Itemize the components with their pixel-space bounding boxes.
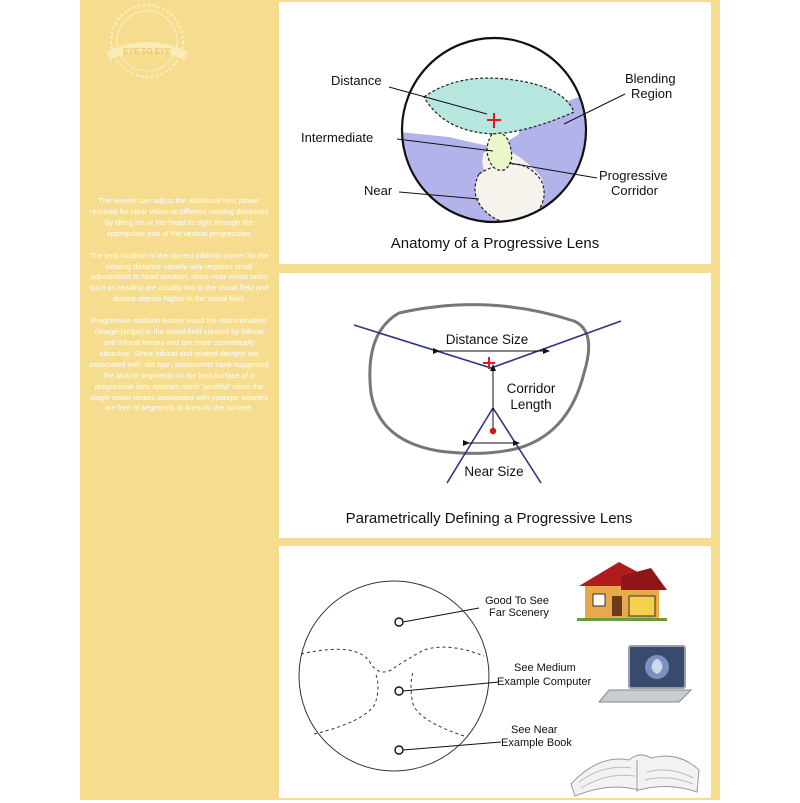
label-far-2: Far Scenery — [489, 607, 549, 619]
distance-boundary — [301, 647, 484, 672]
anatomy-panel — [279, 2, 711, 264]
leader-near — [403, 742, 501, 750]
label-intermediate: Intermediate — [301, 130, 374, 145]
label-near: Near — [364, 183, 393, 198]
label-corridor-2: Length — [510, 397, 552, 412]
label-medium-1: See Medium — [514, 662, 576, 674]
side-description — [88, 196, 270, 425]
label-near-2: Example Book — [501, 737, 572, 749]
label-near-size: Near Size — [464, 464, 524, 479]
side-paragraph-1: The wearer can adjust the additional lens power required for clear vision at different viewing distances by tilting his or her head to sight through the appropriate part of the vertical progression; — [89, 196, 269, 238]
label-far-1: Good To See — [485, 595, 550, 607]
label-progressive-2: Corridor — [611, 183, 658, 198]
near-reference-point — [490, 428, 496, 434]
label-distance-size: Distance Size — [445, 332, 529, 347]
book-image — [571, 755, 699, 796]
anatomy-diagram — [279, 2, 711, 264]
house-image — [577, 562, 667, 621]
laptop-image — [599, 646, 691, 702]
label-corridor-1: Corridor — [506, 381, 556, 396]
parametric-panel — [279, 273, 711, 538]
far-point — [395, 618, 403, 626]
label-near-1: See Near — [511, 724, 558, 736]
label-progressive-1: Progressive — [599, 168, 668, 183]
parametric-diagram — [279, 273, 711, 538]
usage-panel — [279, 546, 711, 798]
label-blending-1: Blending — [625, 71, 676, 86]
lens-circle — [299, 581, 489, 771]
near-boundary-left — [314, 672, 378, 734]
usage-diagram — [279, 546, 711, 798]
anatomy-caption: Anatomy of a Progressive Lens — [390, 235, 600, 252]
near-boundary-right — [411, 672, 464, 736]
logo-text: EYE TO EYE — [123, 47, 171, 56]
medium-point — [395, 687, 403, 695]
side-paragraph-2: The lens location of the correct addition power for the viewing distance usually only requires small adjustments to head position, since near vision tasks such as reading are usually low in the visual field and distant objects higher in the visual field. — [89, 250, 269, 304]
leader-far — [403, 608, 479, 622]
leader-medium — [403, 682, 499, 691]
label-distance: Distance — [331, 73, 382, 88]
eye-to-eye-logo — [100, 2, 195, 80]
label-medium-2: Example Computer — [497, 676, 592, 688]
parametric-caption: Parametrically Defining a Progressive Lens — [345, 510, 633, 527]
near-point — [395, 746, 403, 754]
side-paragraph-3: Progressive addition lenses avoid the discontinuities (image-jumps) in the visual field created by bifocal and trifocal lenses and are more cosmetically attractive. Since bifocal and related designs are associated with 'old age', proponents have suggested the lack of segments on the lens surface of a progressive lens appears more 'youthful' since the single vision lenses associated with younger wearers are free of segments or lines on the surface. — [89, 316, 269, 413]
label-blending-2: Region — [631, 86, 673, 101]
